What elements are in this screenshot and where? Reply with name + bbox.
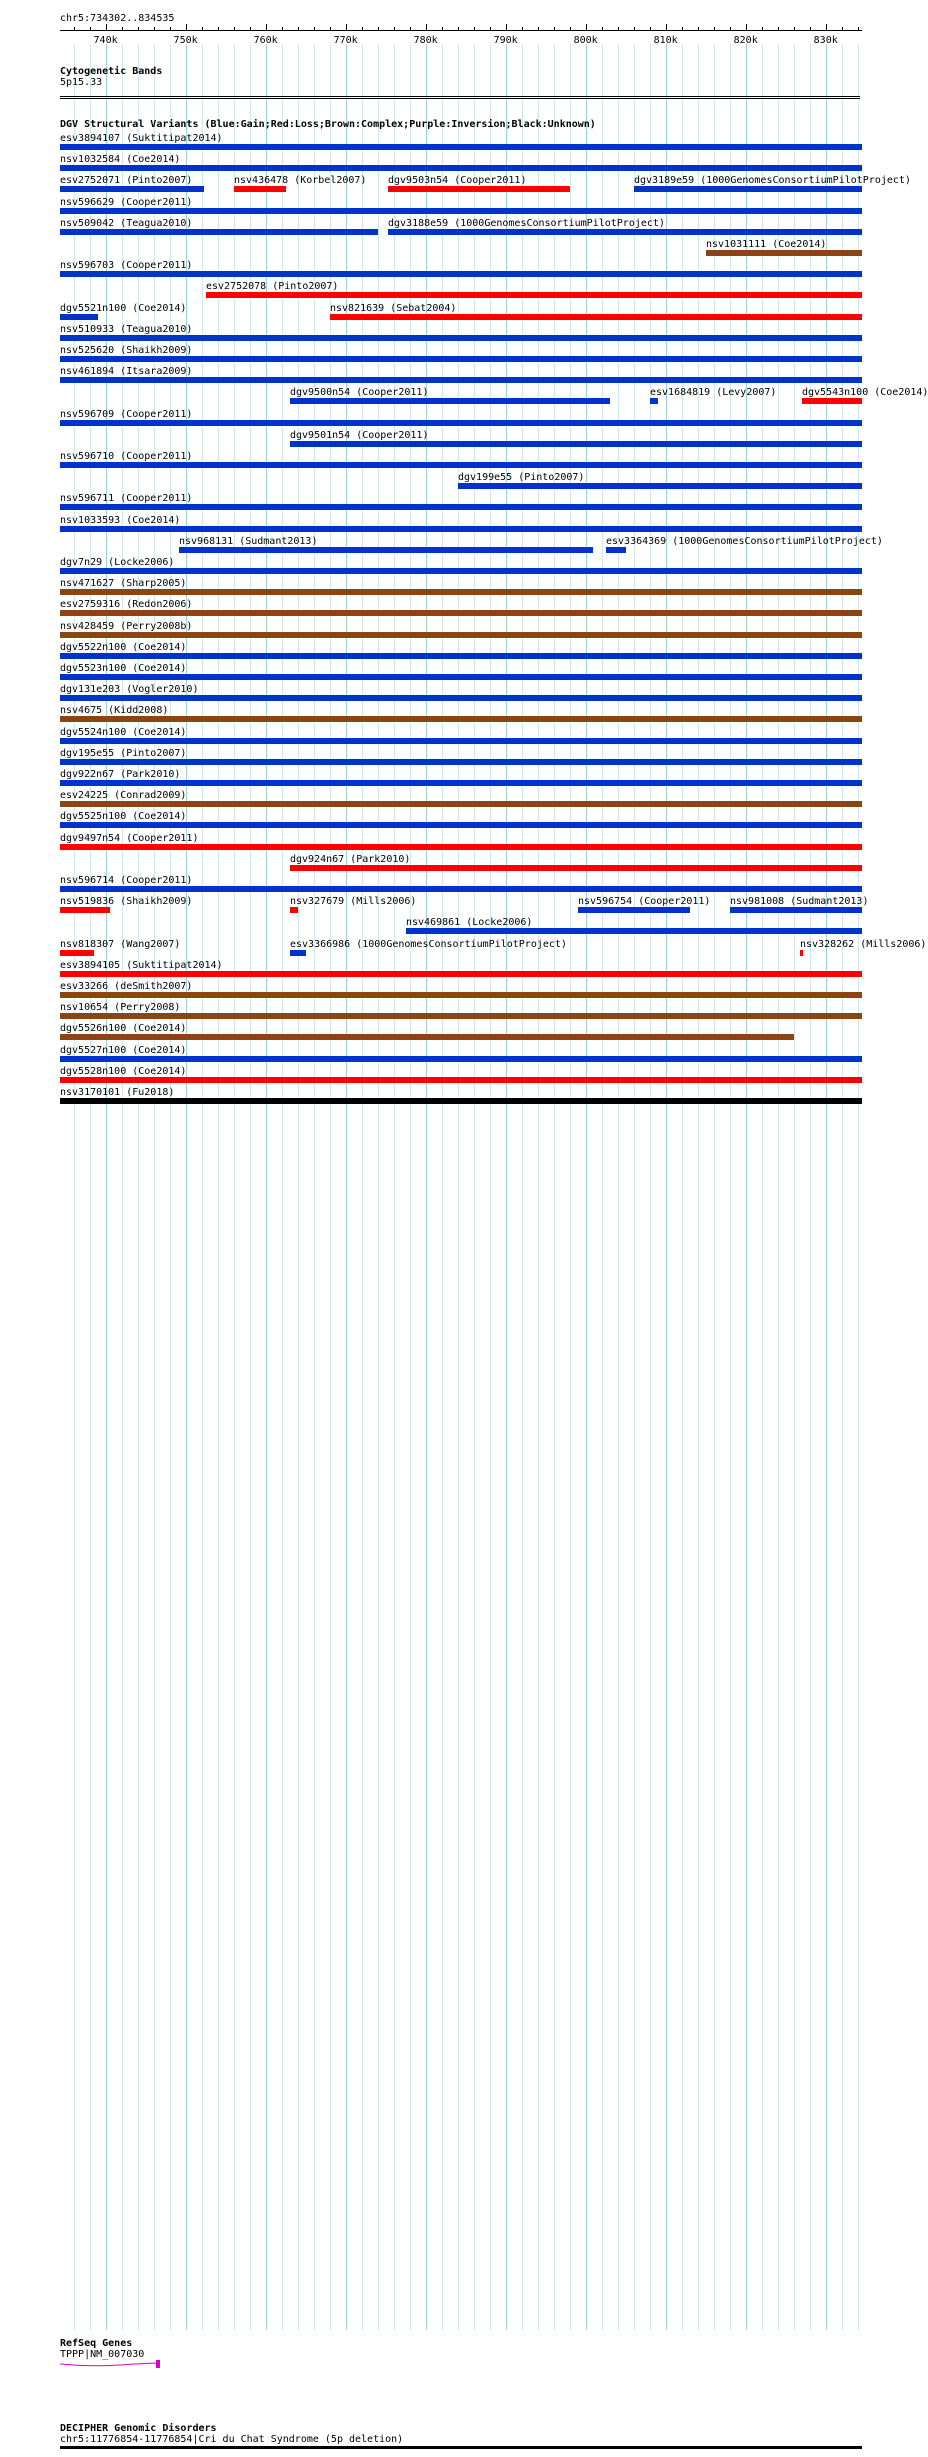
sv-bar[interactable] (606, 547, 626, 553)
sv-label[interactable]: nsv596710 (Cooper2011) (60, 451, 193, 462)
sv-bar[interactable] (406, 928, 862, 934)
sv-bar[interactable] (60, 356, 862, 362)
sv-bar[interactable] (60, 335, 862, 341)
sv-bar[interactable] (730, 907, 862, 913)
sv-label[interactable]: nsv1033593 (Coe2014) (60, 515, 181, 526)
sv-label[interactable]: dgv9500n54 (Cooper2011) (290, 387, 429, 398)
sv-bar[interactable] (60, 462, 862, 468)
sv-bar[interactable] (60, 526, 862, 532)
position-label: chr5:734302..834535 (60, 13, 175, 24)
sv-label[interactable]: nsv596711 (Cooper2011) (60, 493, 193, 504)
sv-bar[interactable] (206, 292, 862, 298)
sv-label[interactable]: dgv5522n100 (Coe2014) (60, 642, 187, 653)
sv-label[interactable]: nsv596754 (Cooper2011) (578, 896, 711, 907)
sv-bar[interactable] (60, 377, 862, 383)
sv-bar[interactable] (802, 398, 862, 404)
sv-bar[interactable] (290, 907, 298, 913)
sv-label[interactable]: nsv428459 (Perry2008b) (60, 621, 193, 632)
sv-bar[interactable] (634, 186, 862, 192)
sv-label[interactable]: dgv5525n100 (Coe2014) (60, 811, 187, 822)
sv-label[interactable]: esv1684819 (Levy2007) (650, 387, 777, 398)
sv-bar[interactable] (290, 865, 862, 871)
sv-bar[interactable] (60, 780, 862, 786)
sv-label[interactable]: esv2752071 (Pinto2007) (60, 175, 193, 186)
sv-label[interactable]: nsv327679 (Mills2006) (290, 896, 417, 907)
sv-bar[interactable] (60, 632, 862, 638)
sv-bar[interactable] (60, 1013, 862, 1019)
gene-exon-block (156, 2360, 160, 2368)
sv-label[interactable]: nsv1031111 (Coe2014) (706, 239, 827, 250)
sv-bar[interactable] (650, 398, 658, 404)
ruler-tick-label: 820k (733, 35, 758, 46)
sv-label[interactable]: nsv968131 (Sudmant2013) (179, 536, 318, 547)
sv-label[interactable]: nsv4675 (Kidd2008) (60, 705, 169, 716)
sv-bar[interactable] (388, 186, 570, 192)
sv-label[interactable]: nsv596709 (Cooper2011) (60, 409, 193, 420)
sv-bar[interactable] (60, 568, 862, 574)
sv-label[interactable]: dgv195e55 (Pinto2007) (60, 748, 187, 759)
decipher-label[interactable]: chr5:11776854-11776854|Cri du Chat Syndrome (5p deletion) (60, 2434, 404, 2445)
sv-bar[interactable] (60, 971, 862, 977)
sv-bar[interactable] (578, 907, 690, 913)
sv-bar[interactable] (60, 271, 862, 277)
sv-label[interactable]: nsv509042 (Teagua2010) (60, 218, 193, 229)
sv-bar[interactable] (60, 144, 862, 150)
sv-label[interactable]: dgv5528n100 (Coe2014) (60, 1066, 187, 1077)
sv-label[interactable]: dgv131e203 (Vogler2010) (60, 684, 199, 695)
sv-bar[interactable] (60, 1034, 794, 1040)
decipher-bar[interactable] (60, 2446, 862, 2449)
sv-label[interactable]: dgv9497n54 (Cooper2011) (60, 833, 199, 844)
sv-bar[interactable] (60, 589, 862, 595)
sv-bar[interactable] (60, 610, 862, 616)
sv-bar[interactable] (60, 844, 862, 850)
sv-bar[interactable] (234, 186, 286, 192)
sv-bar[interactable] (458, 483, 862, 489)
sv-label[interactable]: dgv7n29 (Locke2006) (60, 557, 175, 568)
sv-bar[interactable] (60, 674, 862, 680)
sv-bar[interactable] (60, 738, 862, 744)
sv-label[interactable]: dgv5521n100 (Coe2014) (60, 303, 187, 314)
sv-label[interactable]: esv2752078 (Pinto2007) (206, 281, 339, 292)
sv-label[interactable]: nsv519836 (Shaikh2009) (60, 896, 193, 907)
sv-label[interactable]: dgv3188e59 (1000GenomesConsortiumPilotProject) (388, 218, 665, 229)
sv-label[interactable]: nsv3170101 (Fu2018) (60, 1087, 175, 1098)
sv-label[interactable]: esv24225 (Conrad2009) (60, 790, 187, 801)
sv-label[interactable]: esv33266 (deSmith2007) (60, 981, 193, 992)
sv-label[interactable]: esv3894107 (Suktitipat2014) (60, 133, 223, 144)
sv-bar[interactable] (60, 420, 862, 426)
ruler-tick-label: 810k (653, 35, 678, 46)
ruler-tick-label: 770k (333, 35, 358, 46)
gene-exon-line (60, 2363, 160, 2366)
ruler-tick-label: 830k (813, 35, 838, 46)
sv-bar[interactable] (60, 314, 98, 320)
refseq-gene-label[interactable]: TPPP|NM_007030 (60, 2349, 145, 2360)
sv-label[interactable]: nsv10654 (Perry2008) (60, 1002, 181, 1013)
sv-bar[interactable] (60, 716, 862, 722)
sv-label[interactable]: nsv328262 (Mills2006) (800, 939, 927, 950)
sv-label[interactable]: dgv3189e59 (1000GenomesConsortiumPilotProject) (634, 175, 911, 186)
sv-bar[interactable] (60, 950, 94, 956)
ruler-tick-label: 740k (93, 35, 118, 46)
sv-label[interactable]: esv2759316 (Redon2006) (60, 599, 193, 610)
sv-label[interactable]: nsv510933 (Teagua2010) (60, 324, 193, 335)
decipher-title: DECIPHER Genomic Disorders (60, 2423, 217, 2434)
ruler-tick-label: 750k (173, 35, 198, 46)
sv-bar[interactable] (290, 441, 862, 447)
sv-bar[interactable] (60, 1056, 862, 1062)
sv-bar[interactable] (60, 208, 862, 214)
dgv-title: DGV Structural Variants (Blue:Gain;Red:Loss;Brown:Complex;Purple:Inversion;Black:Unknown) (60, 119, 596, 130)
sv-bar[interactable] (290, 398, 610, 404)
sv-label[interactable]: nsv525620 (Shaikh2009) (60, 345, 193, 356)
sv-bar[interactable] (60, 165, 862, 171)
sv-label[interactable]: dgv199e55 (Pinto2007) (458, 472, 585, 483)
sv-label[interactable]: nsv821639 (Sebat2004) (330, 303, 457, 314)
sv-label[interactable]: dgv5524n100 (Coe2014) (60, 727, 187, 738)
sv-label[interactable]: dgv922n67 (Park2010) (60, 769, 181, 780)
sv-bar[interactable] (60, 801, 862, 807)
sv-label[interactable]: nsv461894 (Itsara2009) (60, 366, 193, 377)
sv-bar[interactable] (290, 950, 306, 956)
sv-label[interactable]: esv3894105 (Suktitipat2014) (60, 960, 223, 971)
sv-bar[interactable] (60, 1098, 862, 1104)
sv-label[interactable]: nsv471627 (Sharp2005) (60, 578, 187, 589)
ruler-tick-label: 780k (413, 35, 438, 46)
sv-bar[interactable] (330, 314, 862, 320)
sv-bar[interactable] (60, 504, 862, 510)
sv-label[interactable]: dgv5523n100 (Coe2014) (60, 663, 187, 674)
sv-label[interactable]: dgv9501n54 (Cooper2011) (290, 430, 429, 441)
sv-bar[interactable] (60, 822, 862, 828)
sv-label[interactable]: nsv1032584 (Coe2014) (60, 154, 181, 165)
sv-bar[interactable] (179, 547, 593, 553)
sv-label[interactable]: nsv981008 (Sudmant2013) (730, 896, 869, 907)
sv-label[interactable]: dgv924n67 (Park2010) (290, 854, 411, 865)
sv-bar[interactable] (60, 886, 862, 892)
sv-bar[interactable] (60, 186, 204, 192)
ruler-tick-label: 760k (253, 35, 278, 46)
sv-label[interactable]: nsv596714 (Cooper2011) (60, 875, 193, 886)
sv-label[interactable]: esv3364369 (1000GenomesConsortiumPilotProject) (606, 536, 883, 547)
refseq-gene-glyph[interactable] (60, 2359, 170, 2369)
sv-label[interactable]: dgv5527n100 (Coe2014) (60, 1045, 187, 1056)
sv-label[interactable]: nsv469861 (Locke2006) (406, 917, 533, 928)
sv-bar[interactable] (60, 695, 862, 701)
sv-label[interactable]: nsv818307 (Wang2007) (60, 939, 181, 950)
sv-bar[interactable] (800, 950, 803, 956)
cytoband-title: Cytogenetic Bands (60, 66, 163, 77)
sv-bar[interactable] (706, 250, 862, 256)
sv-label[interactable]: esv3366986 (1000GenomesConsortiumPilotProject) (290, 939, 567, 950)
ruler-tick-label: 800k (573, 35, 598, 46)
sv-bar[interactable] (60, 653, 862, 659)
sv-label[interactable]: dgv9503n54 (Cooper2011) (388, 175, 527, 186)
sv-bar[interactable] (388, 229, 862, 235)
sv-label[interactable]: nsv436478 (Korbel2007) (234, 175, 367, 186)
cytoband-label: 5p15.33 (60, 77, 103, 88)
sv-bar[interactable] (60, 229, 378, 235)
sv-label[interactable]: dgv5543n100 (Coe2014) (802, 387, 928, 398)
sv-label[interactable]: dgv5526n100 (Coe2014) (60, 1023, 187, 1034)
sv-label[interactable]: nsv596703 (Cooper2011) (60, 260, 193, 271)
sv-bar[interactable] (60, 759, 862, 765)
sv-label[interactable]: nsv596629 (Cooper2011) (60, 197, 193, 208)
sv-bar[interactable] (60, 992, 862, 998)
sv-bar[interactable] (60, 907, 110, 913)
refseq-title: RefSeq Genes (60, 2338, 133, 2349)
ruler-tick-label: 790k (493, 35, 518, 46)
sv-bar[interactable] (60, 1077, 862, 1083)
